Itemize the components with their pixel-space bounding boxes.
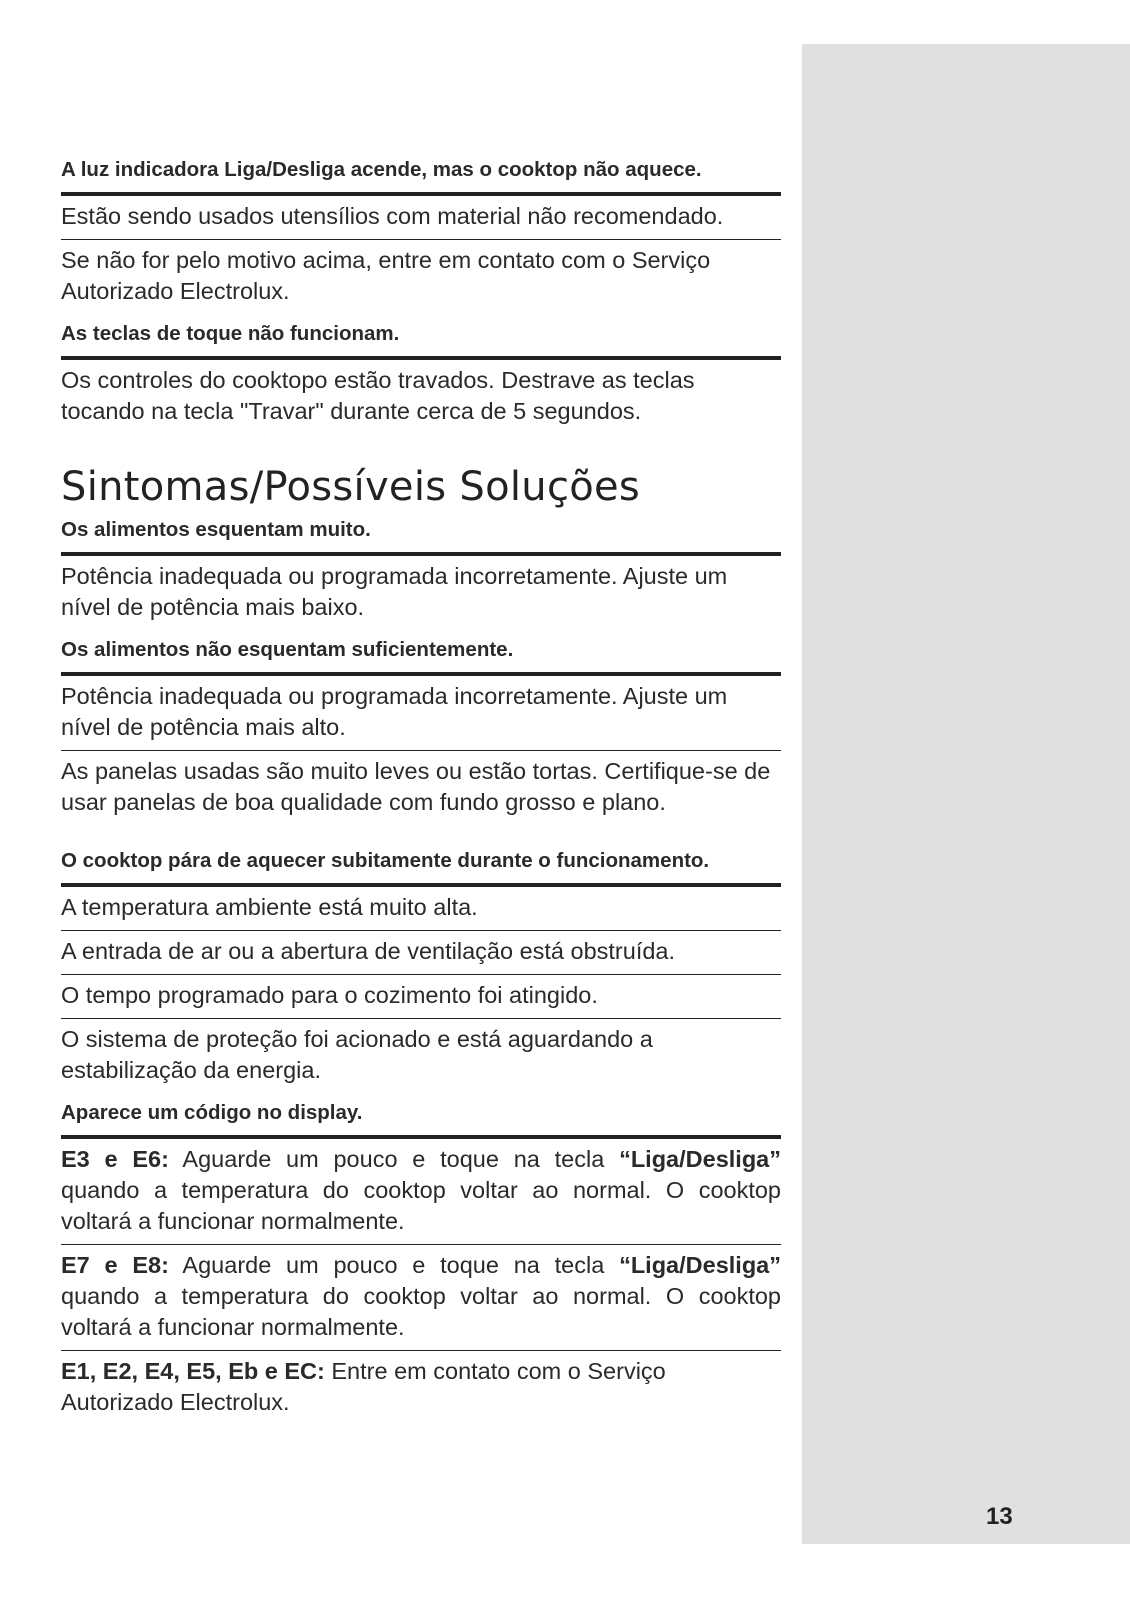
- error-code-item: [61, 1351, 781, 1425]
- key-name: “Liga/Desliga”: [619, 1252, 781, 1278]
- spacer: [61, 825, 781, 841]
- symptom-heading: As teclas de toque não funcionam.: [61, 314, 781, 360]
- solution-item: Potência inadequada ou programada incorretamente. Ajuste um nível de potência mais alto.: [61, 676, 781, 751]
- troubleshooting-content: [61, 150, 781, 1425]
- block-food-not-hot-enough: [61, 630, 781, 825]
- symptom-heading: Os alimentos não esquentam suficientemente.: [61, 630, 781, 676]
- solution-item: Estão sendo usados utensílios com material não recomendado.: [61, 196, 781, 240]
- error-code-text: Aguarde um pouco e toque na tecla: [168, 1146, 620, 1172]
- solution-item: O tempo programado para o cozimento foi atingido.: [61, 975, 781, 1019]
- solution-item: O sistema de proteção foi acionado e está aguardando a estabilização da energia.: [61, 1026, 653, 1083]
- solution-item: A temperatura ambiente está muito alta.: [61, 887, 781, 931]
- solution-item: Os controles do cooktopo estão travados. Destrave as teclas tocando na tecla "Travar" durante cerca de 5 segundos.: [61, 367, 695, 424]
- error-code-text: quando a temperatura do cooktop voltar ao normal. O cooktop voltará a funcionar normalmente.: [61, 1283, 781, 1340]
- block-stops-heating: [61, 841, 781, 1093]
- error-code-label: E7 e E8:: [61, 1252, 169, 1278]
- block-food-too-hot: [61, 510, 781, 630]
- symptom-heading: Aparece um código no display.: [61, 1093, 781, 1139]
- symptom-heading: A luz indicadora Liga/Desliga acende, mas o cooktop não aquece.: [61, 150, 781, 196]
- solution-item: A entrada de ar ou a abertura de ventilação está obstruída.: [61, 931, 781, 975]
- symptom-heading: Os alimentos esquentam muito.: [61, 510, 781, 556]
- error-code-label: E1, E2, E4, E5, Eb e EC:: [61, 1358, 325, 1384]
- block-touch-keys: [61, 314, 781, 434]
- error-code-text: Entre em contato com o Serviço Autorizado Electrolux.: [61, 1358, 666, 1415]
- solution-item: Se não for pelo motivo acima, entre em contato com o Serviço Autorizado Electrolux.: [61, 247, 711, 304]
- block-display-code: [61, 1093, 781, 1425]
- solution-item: Potência inadequada ou programada incorretamente. Ajuste um nível de potência mais baixo.: [61, 563, 728, 620]
- error-code-text: quando a temperatura do cooktop voltar ao normal. O cooktop voltará a funcionar normalmente.: [61, 1177, 781, 1234]
- block-indicator-light: [61, 150, 781, 314]
- key-name: “Liga/Desliga”: [619, 1146, 781, 1172]
- sidebar-panel: [802, 44, 1130, 1544]
- error-code-label: E3 e E6:: [61, 1146, 169, 1172]
- solution-item: As panelas usadas são muito leves ou estão tortas. Certifique-se de usar panelas de boa qualidade com fundo grosso e plano.: [61, 758, 771, 815]
- error-code-text: Aguarde um pouco e toque na tecla: [168, 1252, 620, 1278]
- section-title: Sintomas/Possíveis Soluções: [61, 464, 641, 510]
- error-code-item: [61, 1245, 781, 1351]
- page-number: 13: [986, 1503, 1013, 1530]
- error-code-item: [61, 1139, 781, 1245]
- symptom-heading: O cooktop pára de aquecer subitamente durante o funcionamento.: [61, 841, 781, 887]
